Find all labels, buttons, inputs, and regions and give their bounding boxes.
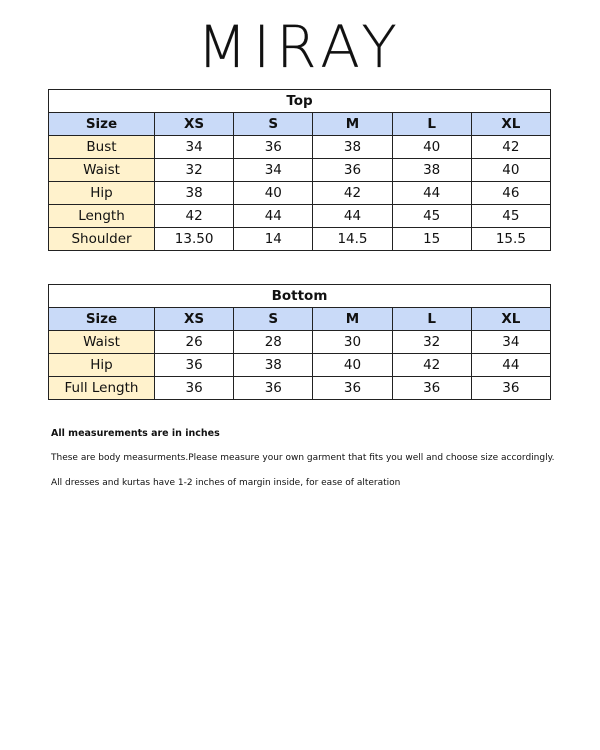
value-cell: 40 — [392, 136, 471, 159]
table-row-bust — [49, 136, 551, 159]
row-label: Length — [49, 205, 155, 228]
value-cell: 14.5 — [313, 228, 392, 251]
value-cell: 15 — [392, 228, 471, 251]
size-header-s: S — [234, 308, 313, 331]
row-label: Hip — [49, 182, 155, 205]
value-cell: 42 — [155, 205, 234, 228]
row-label: Waist — [49, 159, 155, 182]
table-row-shoulder — [49, 228, 551, 251]
value-cell: 26 — [155, 331, 234, 354]
size-header-xl: XL — [471, 113, 550, 136]
value-cell: 36 — [234, 377, 313, 400]
value-cell: 40 — [471, 159, 550, 182]
value-cell: 38 — [234, 354, 313, 377]
value-cell: 38 — [155, 182, 234, 205]
value-cell: 32 — [155, 159, 234, 182]
value-cell: 34 — [471, 331, 550, 354]
value-cell: 34 — [234, 159, 313, 182]
row-label: Bust — [49, 136, 155, 159]
row-label: Full Length — [49, 377, 155, 400]
value-cell: 36 — [155, 377, 234, 400]
value-cell: 42 — [471, 136, 550, 159]
row-label: Shoulder — [49, 228, 155, 251]
value-cell: 38 — [313, 136, 392, 159]
value-cell: 40 — [313, 354, 392, 377]
size-header: Size — [49, 308, 155, 331]
size-header-m: M — [313, 308, 392, 331]
value-cell: 30 — [313, 331, 392, 354]
value-cell: 14 — [234, 228, 313, 251]
bottom-table-title: Bottom — [49, 285, 551, 308]
value-cell: 44 — [313, 205, 392, 228]
table-row-full-length — [49, 377, 551, 400]
size-header-xs: XS — [155, 308, 234, 331]
table-row-hip — [49, 182, 551, 205]
value-cell: 44 — [392, 182, 471, 205]
value-cell: 32 — [392, 331, 471, 354]
table-row-hip — [49, 354, 551, 377]
value-cell: 42 — [313, 182, 392, 205]
body-measurement-note: These are body measurments.Please measure your own garment that fits you well and choose size accordingly. — [51, 453, 555, 463]
value-cell: 36 — [313, 159, 392, 182]
value-cell: 44 — [234, 205, 313, 228]
value-cell: 36 — [155, 354, 234, 377]
value-cell: 28 — [234, 331, 313, 354]
value-cell: 36 — [313, 377, 392, 400]
table-row-length — [49, 205, 551, 228]
value-cell: 36 — [234, 136, 313, 159]
top-header-row — [49, 113, 551, 136]
row-label: Hip — [49, 354, 155, 377]
bottom-size-table — [48, 284, 551, 400]
value-cell: 15.5 — [471, 228, 550, 251]
value-cell: 46 — [471, 182, 550, 205]
table-row-waist — [49, 159, 551, 182]
size-header-l: L — [392, 113, 471, 136]
margin-note: All dresses and kurtas have 1-2 inches of margin inside, for ease of alteration — [51, 478, 401, 488]
units-note: All measurements are in inches — [51, 428, 220, 439]
size-header-xs: XS — [155, 113, 234, 136]
size-header: Size — [49, 113, 155, 136]
value-cell: 36 — [392, 377, 471, 400]
value-cell: 42 — [392, 354, 471, 377]
value-cell: 36 — [471, 377, 550, 400]
value-cell: 13.50 — [155, 228, 234, 251]
value-cell: 45 — [392, 205, 471, 228]
value-cell: 40 — [234, 182, 313, 205]
top-size-table — [48, 89, 551, 251]
value-cell: 44 — [471, 354, 550, 377]
value-cell: 45 — [471, 205, 550, 228]
value-cell: 34 — [155, 136, 234, 159]
size-header-m: M — [313, 113, 392, 136]
size-header-s: S — [234, 113, 313, 136]
table-row-waist — [49, 331, 551, 354]
size-header-l: L — [392, 308, 471, 331]
brand-logo: MIRAY — [197, 13, 403, 81]
bottom-header-row — [49, 308, 551, 331]
size-header-xl: XL — [471, 308, 550, 331]
value-cell: 38 — [392, 159, 471, 182]
top-table-title: Top — [49, 90, 551, 113]
row-label: Waist — [49, 331, 155, 354]
